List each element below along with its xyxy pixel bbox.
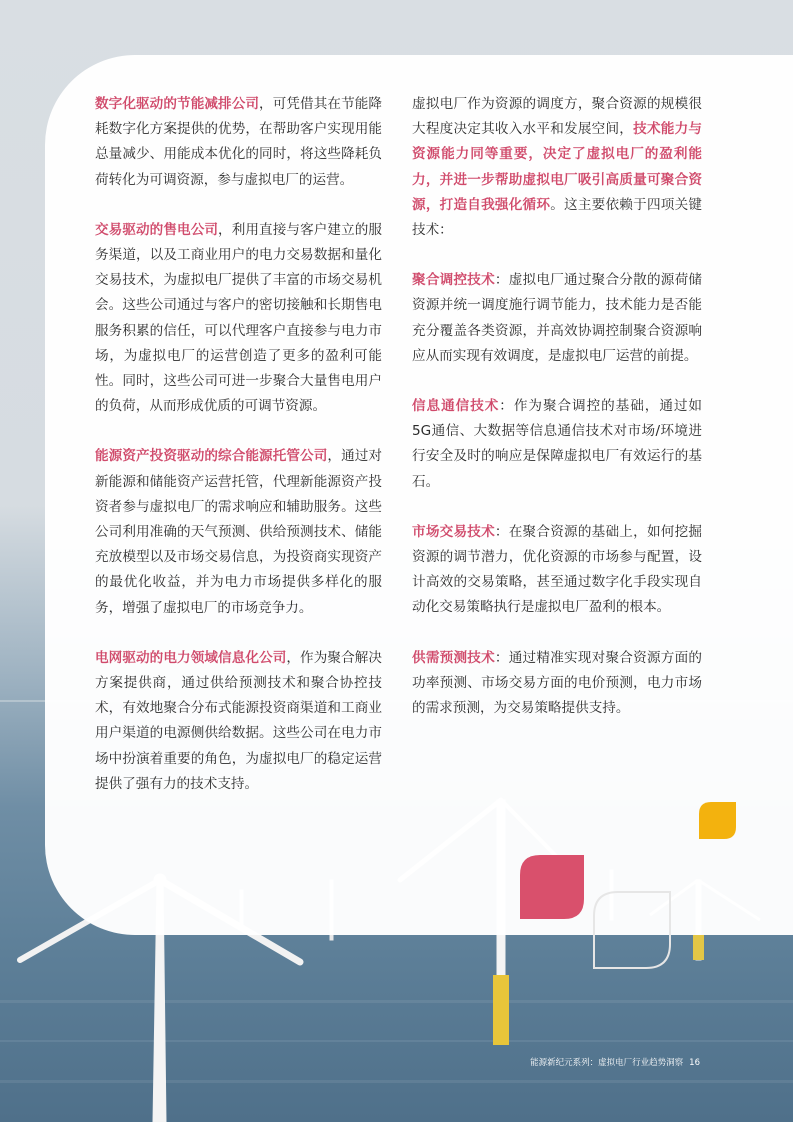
pink-leaf-shape xyxy=(520,855,584,919)
paragraph-forecasting xyxy=(412,646,702,722)
page-footer xyxy=(530,1056,700,1068)
heading-ict: 信息通信技术 xyxy=(412,398,500,415)
heading-market-trading: 市场交易技术 xyxy=(412,523,495,540)
heading-forecasting: 供需预测技术 xyxy=(412,649,495,666)
outline-leaf-shape xyxy=(592,890,672,970)
body-forecasting: ：通过精准实现对聚合资源方面的功率预测、市场交易方面的电价预测，电力市场的需求预测，为交易策略提供支持。 xyxy=(412,649,702,717)
heading-grid-it: 电网驱动的电力领域信息化公司 xyxy=(95,649,287,666)
heading-aggregation-control: 聚合调控技术 xyxy=(412,272,495,289)
left-column xyxy=(95,92,382,822)
heading-energy-saving: 数字化驱动的节能减排公司 xyxy=(95,96,260,112)
body-aggregation-control: ：虚拟电厂通过聚合分散的源荷储资源并统一调度施行调节能力，技术能力是否能充分覆盖各类资源，并高效协调控制聚合资源响应从而实现有效调度，是虚拟电厂运营的前提。 xyxy=(412,272,702,364)
paragraph-intro xyxy=(412,92,702,243)
paragraph-ict xyxy=(412,394,702,495)
intro-text-before: 虚拟电厂作为资源的调度方，聚合资源的规模很大程度决定其收入水平和发展空间， xyxy=(412,96,702,138)
paragraph-energy-asset xyxy=(95,444,382,620)
footer-series-title: 能源新纪元系列：虚拟电厂行业趋势洞察 xyxy=(530,1058,684,1068)
right-column xyxy=(412,92,702,746)
page-number: 16 xyxy=(689,1058,700,1068)
intro-text-after: 。这主要依赖于四项关键技术： xyxy=(412,196,702,239)
intro-highlight: 技术能力与资源能力同等重要，决定了虚拟电厂的盈利能力，并进一步帮助虚拟电厂吸引高质量可聚合资源，打造自我强化循环 xyxy=(412,121,702,213)
body-energy-saving: ，可凭借其在节能降耗数字化方案提供的优势，在帮助客户实现用能总量减少、用能成本优化的同时，将这些降耗负荷转化为可调资源，参与虚拟电厂的运营。 xyxy=(95,96,383,188)
paragraph-retail-electricity xyxy=(95,218,382,420)
heading-energy-asset: 能源资产投资驱动的综合能源托管公司 xyxy=(95,448,328,465)
paragraph-energy-saving xyxy=(95,92,382,193)
body-grid-it: ，作为聚合解决方案提供商，通过供给预测技术和聚合协控技术，有效地聚合分布式能源投资商渠道和工商业用户渠道的电源侧供给数据。这些公司在电力市场中扮演着重要的角色，为虚拟电厂的稳定运营提供了强有力的技术支持。 xyxy=(95,649,383,792)
paragraph-aggregation-control xyxy=(412,268,702,369)
body-market-trading: ：在聚合资源的基础上，如何挖掘资源的调节潜力，优化资源的市场参与配置，设计高效的交易策略，甚至通过数字化手段实现自动化交易策略执行是虚拟电厂盈利的根本。 xyxy=(412,523,702,616)
body-ict: ：作为聚合调控的基础，通过如5G通信、大数据等信息通信技术对市场/环境进行安全及时的响应是保障虚拟电厂有效运行的基石。 xyxy=(412,398,703,490)
body-energy-asset: ，通过对新能源和储能资产运营托管，代理新能源资产投资者参与虚拟电厂的需求响应和辅助服务。这些公司利用准确的天气预测、供给预测技术、储能充放模型以及市场交易信息，为投资商实现资产的最优化收益，并为电力市场提供多样化的服务，增强了虚拟电厂的市场竞争力。 xyxy=(95,448,383,616)
yellow-leaf-shape xyxy=(699,802,736,839)
paragraph-grid-it xyxy=(95,646,382,797)
paragraph-market-trading xyxy=(412,520,702,621)
heading-retail-electricity: 交易驱动的售电公司 xyxy=(95,221,219,238)
body-retail-electricity: ，利用直接与客户建立的服务渠道，以及工商业用户的电力交易数据和量化交易技术，为虚拟电厂提供了丰富的市场交易机会。这些公司通过与客户的密切接触和长期售电服务积累的信任，可以代理客户直接参与电力市场，为虚拟电厂的运营创造了更多的盈利可能性。同时，这些公司可进一步聚合大量售电用户的负荷，从而形成优质的可调节资源。 xyxy=(95,221,383,415)
